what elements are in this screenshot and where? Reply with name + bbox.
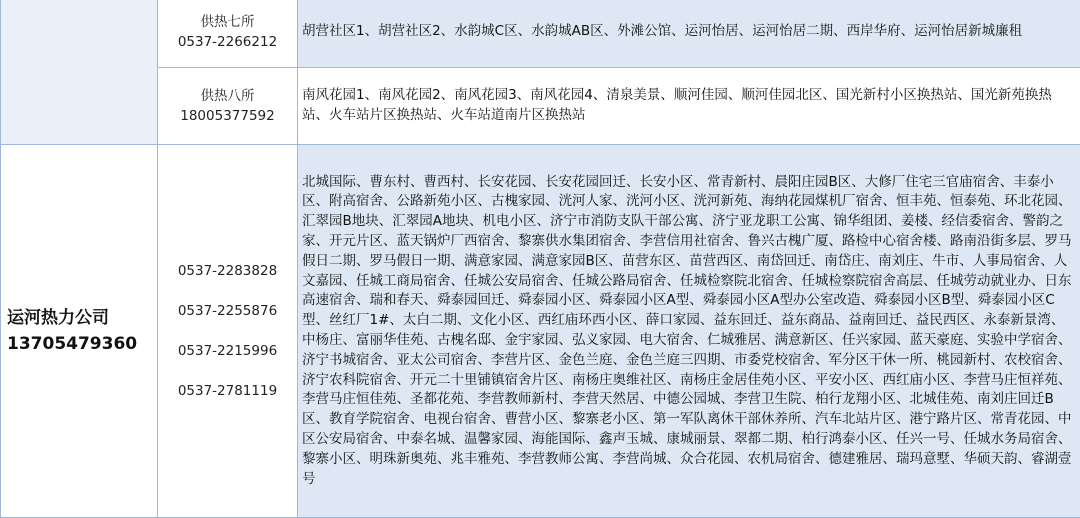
station-phone: 0537-2781119 [158, 381, 297, 401]
station-name: 供热八所 [158, 86, 297, 106]
station-phone: 0537-2283828 [158, 261, 297, 281]
areas-cell: 胡营社区1、胡营社区2、水韵城C区、水韵城AB区、外滩公馆、运河怡居、运河怡居二期、西岸华府、运河怡居新城廉租 [298, 0, 1080, 68]
areas-cell: 北城国际、曹东村、曹西村、长安花园、长安花园回迁、长安小区、常青新村、晨阳庄园B区、大修厂住宅三官庙宿舍、丰泰小区、附高宿舍、公路新苑小区、古槐家园、洸河人家、洸河小区、洸河新苑、海纳花园煤机厂宿舍、恒丰苑、恒泰苑、环北花园、汇翠园B地块、汇翠园A地块、机电小区、济宁市消防支队干部公寓、济宁亚龙职工公寓、锦华组团、姜楼、经信委宿舍、警韵之家、开元片区、蓝天锅炉厂西宿舍、黎寨供水集团宿舍、李营信用社宿舍、鲁兴古槐广厦、路检中心宿舍楼、路南沿街多层、罗马假日二期、罗马假日一期、满意家园、满意家园B区、苗营东区、苗营西区、南岱回迁、南岱庄、南刘庄、牛市、人事局宿舍、人文嘉园、任城工商局宿舍、任城公安局宿舍、任城公路局宿舍、任城检察院北宿舍、任城检察院宿舍高层、任城劳动就业办、日东高速宿舍、瑞和春天、舜泰园回迁、舜泰园小区、舜泰园小区A型、舜泰园小区A型办公室改造、舜泰园小区B型、舜泰园小区C型、丝红厂1#、太白二期、文化小区、西红庙环西小区、薛口家园、益东回迁、益东商品、益南回迁、益民西区、永泰新景湾、中杨庄、富丽华佳苑、古槐名邸、金宇家园、弘义家园、电大宿舍、仁城雅居、满意新区、任兴家园、蓝天豪庭、实验中学宿舍、济宁书城宿舍、亚太公司宿舍、李营片区、金色兰庭、金色兰庭三四期、市委党校宿舍、军分区干休一所、桃园新村、农校宿舍、济宁农科院宿舍、开元二十里铺镇宿舍片区、南杨庄奥维社区、南杨庄金居佳苑小区、平安小区、西红庙小区、李营马庄恒祥苑、李营马庄恒佳苑、圣都花苑、李营教师新村、李营天然居、中德公园城、李营卫生院、柏行龙翔小区、北城佳苑、南刘庄回迁B区、教育学院宿舍、电视台宿舍、曹营小区、黎寨老小区、第一军队离休干部休养所、汽车北站片区、港宁路片区、常青花园、中区公安局宿舍、中泰名城、温馨家园、海能国际、鑫声玉城、康城丽景、翠都二期、柏行鸿泰小区、任兴一号、任城水务局宿舍、黎寨小区、明珠新奥苑、兆丰雅苑、李营教师公寓、李营尚城、众合花园、农机局宿舍、德建雅居、瑞玛意墅、华硕天韵、睿湖壹号 [298, 145, 1080, 518]
station-name: 供热七所 [158, 12, 297, 32]
station-phone: 0537-2215996 [158, 341, 297, 361]
table-row [1, 68, 1080, 145]
table-row [1, 145, 1080, 518]
station-cell [158, 0, 298, 68]
station-cell [158, 68, 298, 145]
company-cell [1, 145, 158, 518]
table-row [1, 0, 1080, 68]
company-phone: 13705479360 [7, 331, 157, 357]
company-name: 运河热力公司 [7, 305, 157, 331]
station-phone: 18005377592 [158, 106, 297, 126]
company-cell-blank [1, 0, 158, 145]
station-phones-cell [158, 145, 298, 518]
areas-cell: 南风花园1、南风花园2、南风花园3、南风花园4、清泉美景、顺河佳园、顺河佳园北区、国光新村小区换热站、国光新苑换热站、火车站片区换热站、火车站道南片区换热站 [298, 68, 1080, 145]
station-phone: 0537-2266212 [158, 32, 297, 52]
station-phone: 0537-2255876 [158, 301, 297, 321]
